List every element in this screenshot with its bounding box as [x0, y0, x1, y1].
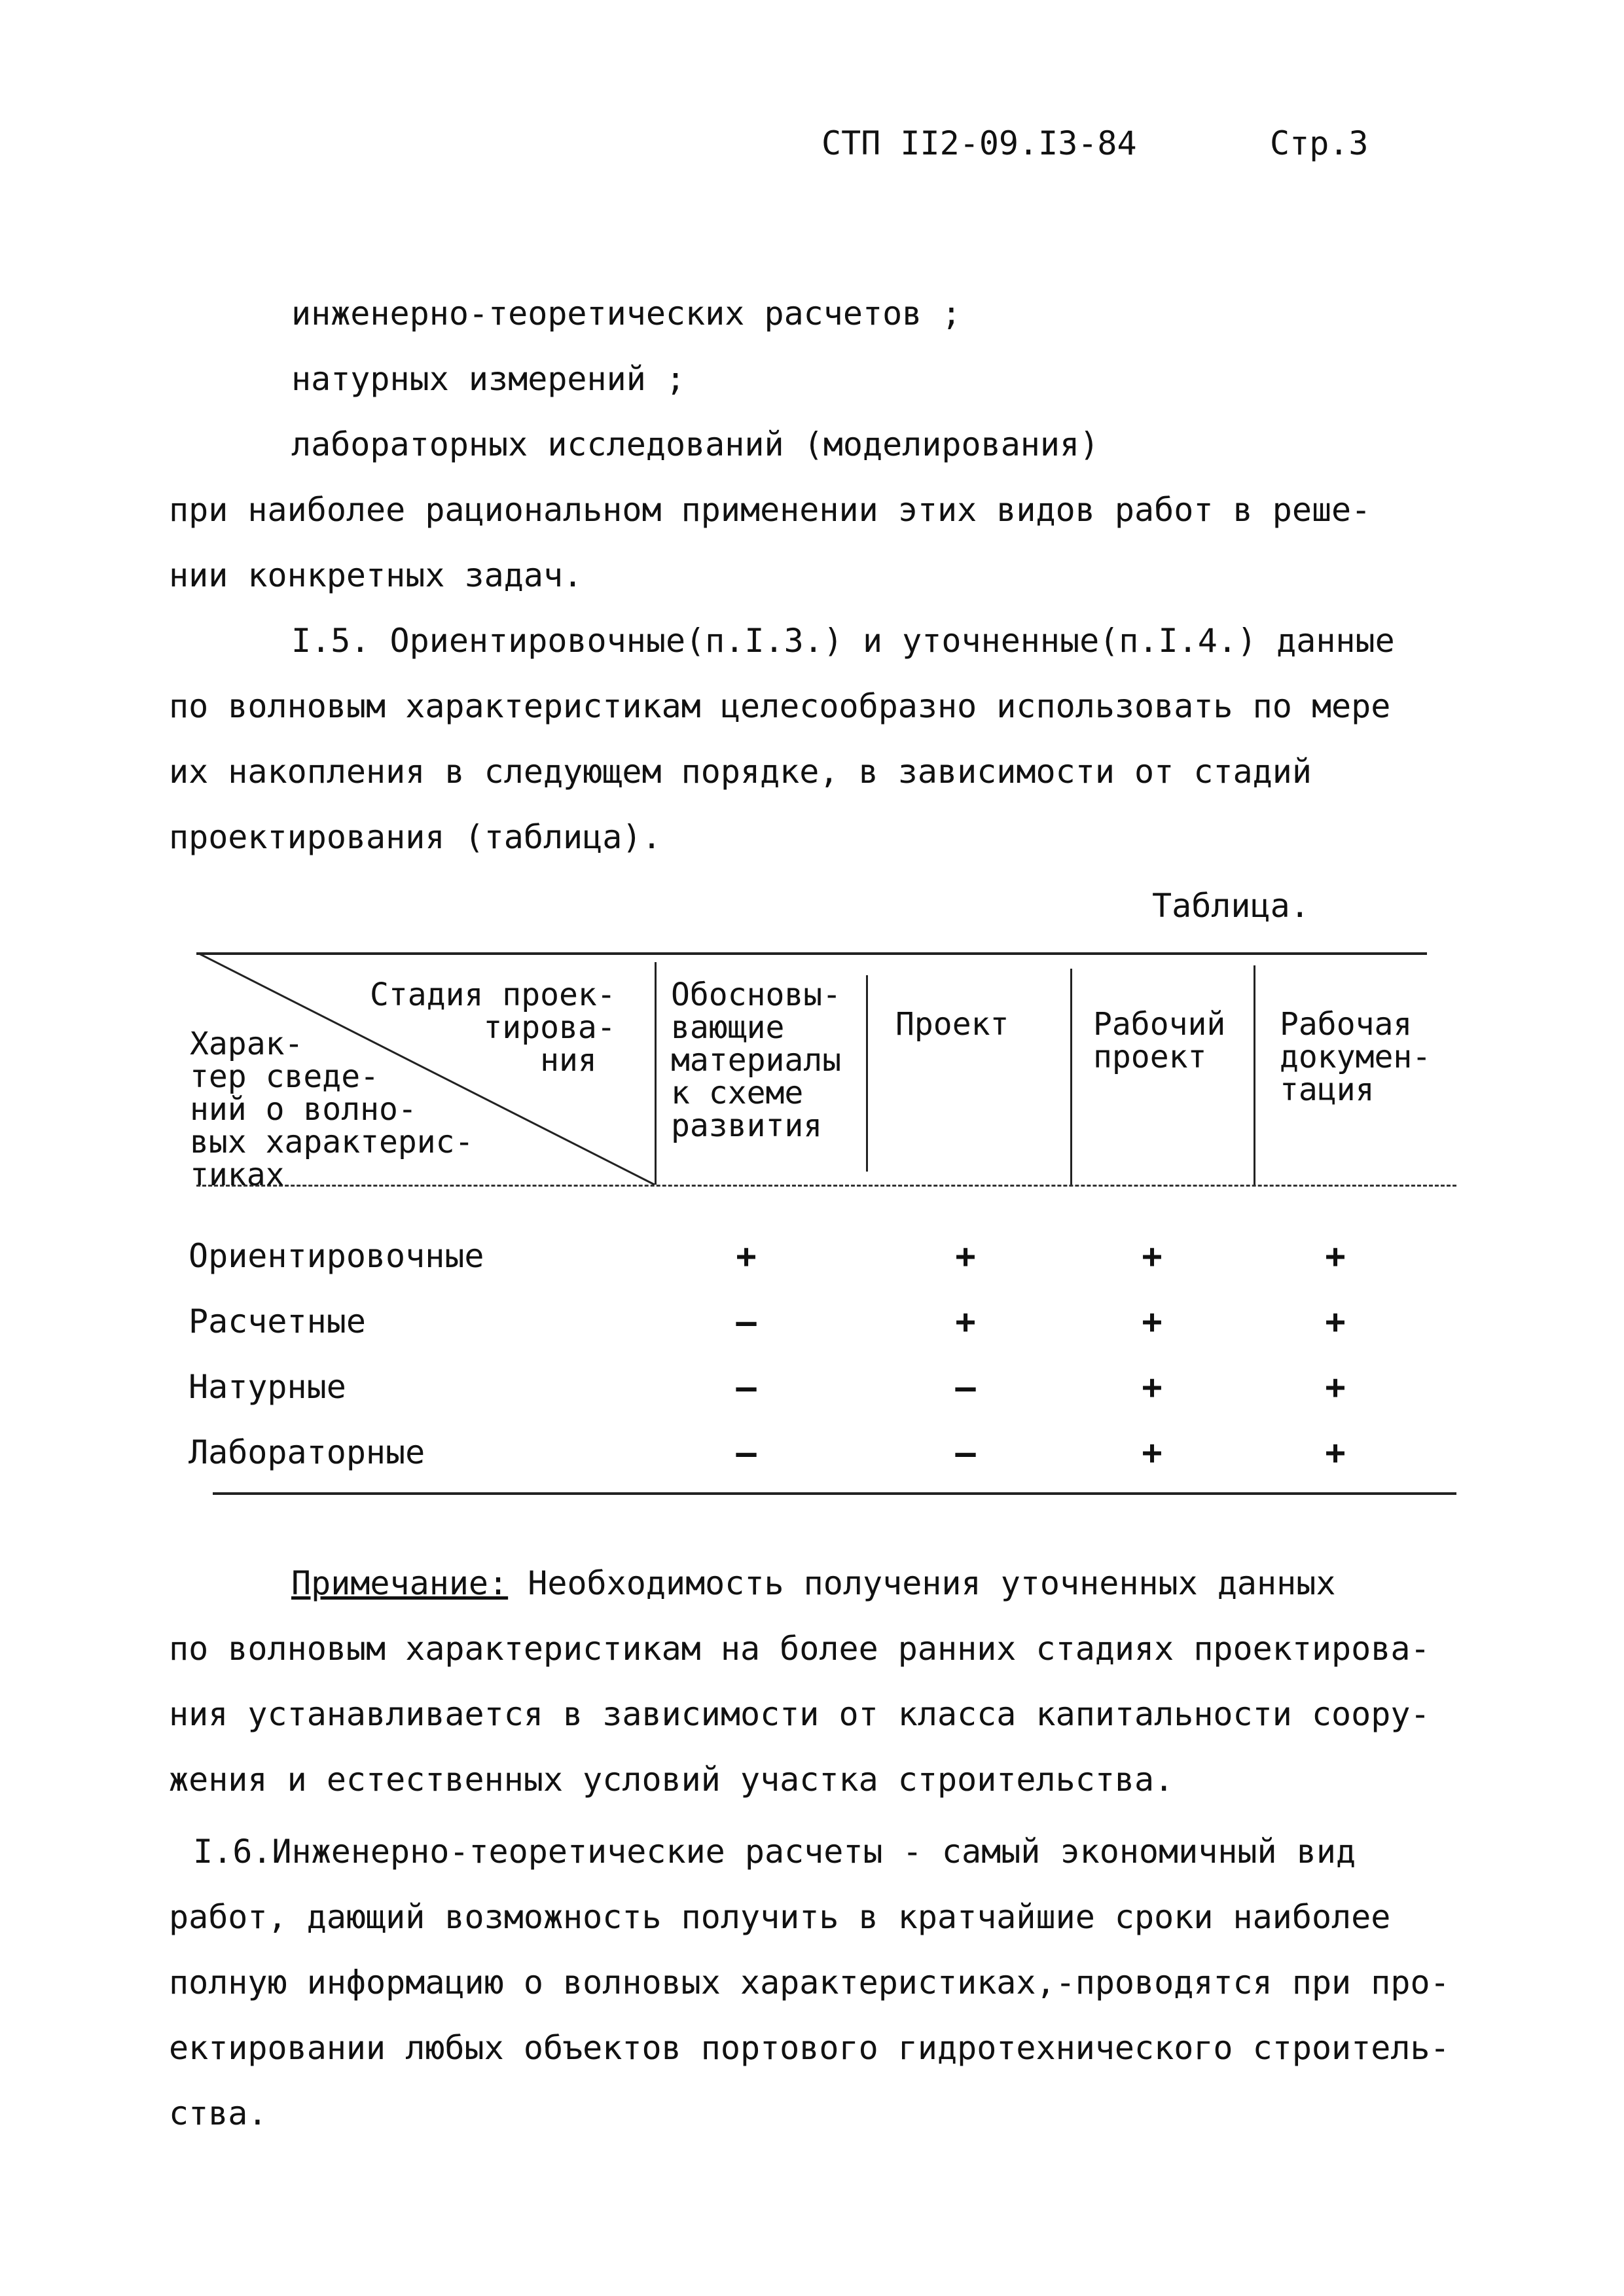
column-header-project: Проект — [895, 1006, 1009, 1043]
row-label-orientation: Ориентировочные — [189, 1237, 484, 1275]
table-cell: – — [736, 1368, 757, 1407]
column-divider — [1070, 969, 1072, 1185]
table-cell: + — [1142, 1433, 1163, 1473]
text-line: инженерно-теоретических расчетов ; — [291, 295, 962, 332]
text-line: полную информацию о волновых характеристиках,-проводятся при про- — [169, 1964, 1450, 2001]
table-cell: + — [1142, 1368, 1163, 1407]
table-caption: Таблица. — [1152, 887, 1310, 925]
row-label-field: Натурные — [189, 1368, 346, 1406]
table-bottom-rule — [213, 1492, 1456, 1495]
column-header-working-project: Рабочий проект — [1093, 1006, 1226, 1075]
page-number: Стр.3 — [1270, 124, 1369, 162]
column-divider — [655, 962, 657, 1185]
row-label-laboratory: Лабораторные — [189, 1433, 425, 1471]
text-line: при наиболее рациональном применении этих видов работ в реше- — [169, 491, 1371, 529]
column-header-working-documentation: Рабочая докумен- тация — [1280, 1006, 1432, 1108]
corner-header-stage: Стадия проек- тирова- ния — [370, 977, 616, 1079]
corner-header-character: Харак- тер сведе- ний о волно- вых характерис- тиках — [190, 1026, 474, 1193]
text-line: нии конкретных задач. — [169, 556, 583, 594]
note-line: жения и естественных условий участка строительства. — [169, 1761, 1174, 1799]
table-cell: + — [955, 1237, 976, 1276]
column-divider — [1254, 965, 1255, 1185]
note-label: Примечание: — [291, 1564, 509, 1602]
table-cell: + — [736, 1237, 757, 1276]
note-first-line — [291, 1564, 1335, 1602]
table-cell: + — [1142, 1302, 1163, 1342]
table-cell: – — [955, 1433, 976, 1473]
column-header-justification: Обосновы- вающие материалы к схеме развития — [671, 977, 842, 1144]
section-1-6-heading: I.6.Инженерно-теоретические расчеты - самый экономичный вид — [193, 1833, 1356, 1871]
column-divider — [866, 975, 868, 1172]
row-label-calculated: Расчетные — [189, 1302, 366, 1340]
table-cell: + — [1325, 1302, 1346, 1342]
note-line: ния устанавливается в зависимости от класса капитальности соору- — [169, 1695, 1430, 1733]
text-line: проектирования (таблица). — [169, 818, 662, 856]
table-cell: + — [1325, 1237, 1346, 1276]
text-line: по волновым характеристикам целесообразно использовать по мере — [169, 687, 1391, 725]
text-line: ектировании любых объектов портового гидротехнического строитель- — [169, 2029, 1450, 2067]
text-line: их накопления в следующем порядке, в зависимости от стадий — [169, 753, 1312, 791]
table-cell: – — [736, 1433, 757, 1473]
section-1-5-heading: I.5. Ориентировочные(п.I.3.) и уточненные(п.I.4.) данные — [291, 622, 1395, 660]
note-line: по волновым характеристикам на более ранних стадиях проектирова- — [169, 1630, 1430, 1668]
document-code: СТП II2-09.I3-84 — [821, 124, 1137, 162]
text-line: лабораторных исследований (моделирования) — [291, 425, 1100, 463]
table-cell: + — [955, 1302, 976, 1342]
text-line: работ, дающий возможность получить в кратчайшие сроки наиболее — [169, 1898, 1391, 1936]
table-cell: – — [955, 1368, 976, 1407]
table-cell: + — [1142, 1237, 1163, 1276]
text-line: ства. — [169, 2094, 268, 2132]
table-cell: – — [736, 1302, 757, 1342]
table-cell: + — [1325, 1368, 1346, 1407]
text-line: натурных измерений ; — [291, 360, 686, 398]
note-text: Необходимость получения уточненных данных — [508, 1564, 1336, 1602]
table-cell: + — [1325, 1433, 1346, 1473]
